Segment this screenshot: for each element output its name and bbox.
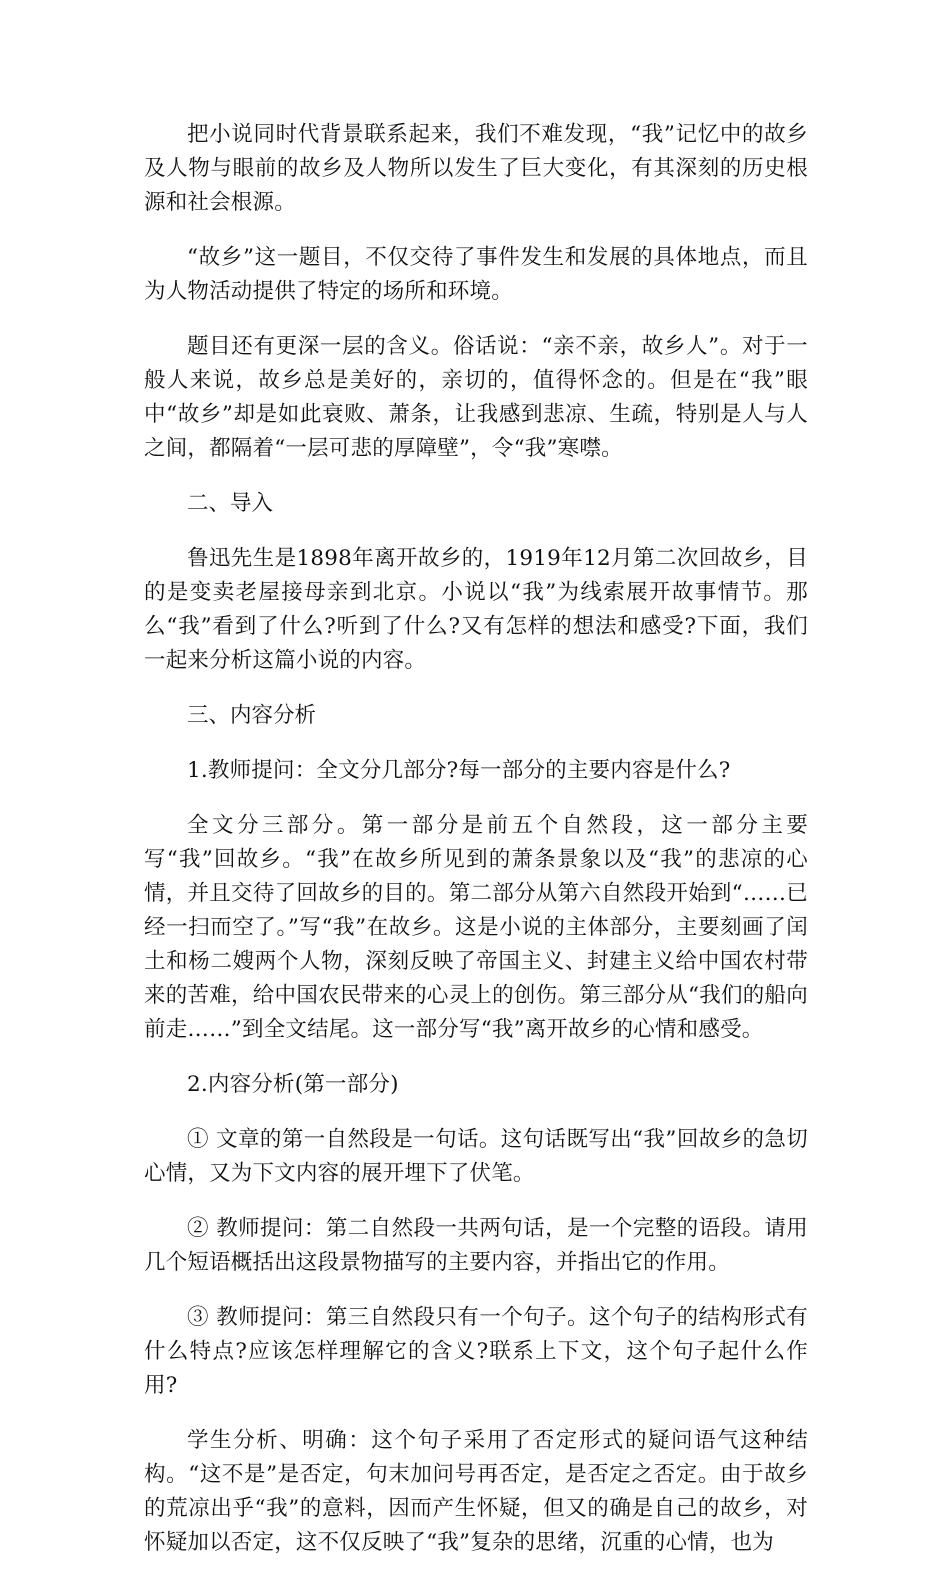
analysis-item-3: ③ 教师提问：第三自然段只有一个句子。这个句子的结构形式有什么特点?应该怎样理解它的含义?联系上下文，这个句子起什么作用? — [144, 1305, 808, 1398]
analysis-item-2: ② 教师提问：第二自然段一共两句话，是一个完整的语段。请用几个短语概括出这段景物描写的主要内容，并指出它的作用。 — [144, 1216, 808, 1275]
paragraph-three-parts: 全文分三部分。第一部分是前五个自然段，这一部分主要写“我”回故乡。“我”在故乡所见到的萧条景象以及“我”的悲凉的心情，并且交待了回故乡的目的。第二部分从第六自然段开始到“……已经一扫而空了。”写“我”在故乡。这是小说的主体部分，主要刻画了闰土和杨二嫂两个人物，深刻反映了帝国主义、封建主义给中国农村带来的苦难，给中国农民带来的心灵上的创伤。第三部分从“我们的船向前走……”到全文结尾。这一部分写“我”离开故乡的心情和感受。 — [144, 813, 808, 1042]
document-page — [144, 118, 808, 1581]
paragraph-deeper-meaning: 题目还有更深一层的含义。俗话说：“亲不亲，故乡人”。对于一般人来说，故乡总是美好的，亲切的，值得怀念的。但是在“我”眼中“故乡”却是如此衰败、萧条，让我感到悲凉、生疏，特别是人与人之间，都隔着“一层可悲的厚障壁”，令“我”寒噤。 — [144, 334, 808, 461]
paragraph-student-analysis: 学生分析、明确：这个句子采用了否定形式的疑问语气这种结构。“这不是”是否定，句末加问号再否定，是否定之否定。由于故乡的荒凉出乎“我”的意料，因而产生怀疑，但又的确是自己的故乡，对怀疑加以否定，这不仅反映了“我”复杂的思绪，沉重的心情，也为 — [144, 1428, 808, 1555]
paragraph-historical-roots: 把小说同时代背景联系起来，我们不难发现，“我”记忆中的故乡及人物与眼前的故乡及人物所以发生了巨大变化，有其深刻的历史根源和社会根源。 — [144, 122, 808, 215]
paragraph-introduction: 鲁迅先生是1898年离开故乡的，1919年12月第二次回故乡，目的是变卖老屋接母亲到北京。小说以“我”为线索展开故事情节。那么“我”看到了什么?听到了什么?又有怎样的想法和感受?下面，我们一起来分析这篇小说的内容。 — [144, 546, 808, 673]
section-heading-content-analysis: 三、内容分析 — [187, 703, 317, 728]
analysis-item-1: ① 文章的第一自然段是一句话。这句话既写出“我”回故乡的急切心情，又为下文内容的展开埋下了伏笔。 — [144, 1127, 808, 1186]
teacher-question-structure: 1.教师提问：全文分几部分?每一部分的主要内容是什么? — [187, 758, 731, 783]
section-heading-introduction: 二、导入 — [187, 491, 274, 516]
paragraph-title-meaning: “故乡”这一题目，不仅交待了事件发生和发展的具体地点，而且为人物活动提供了特定的场所和环境。 — [144, 245, 808, 304]
subheading-part-one-analysis: 2.内容分析(第一部分) — [187, 1072, 399, 1097]
